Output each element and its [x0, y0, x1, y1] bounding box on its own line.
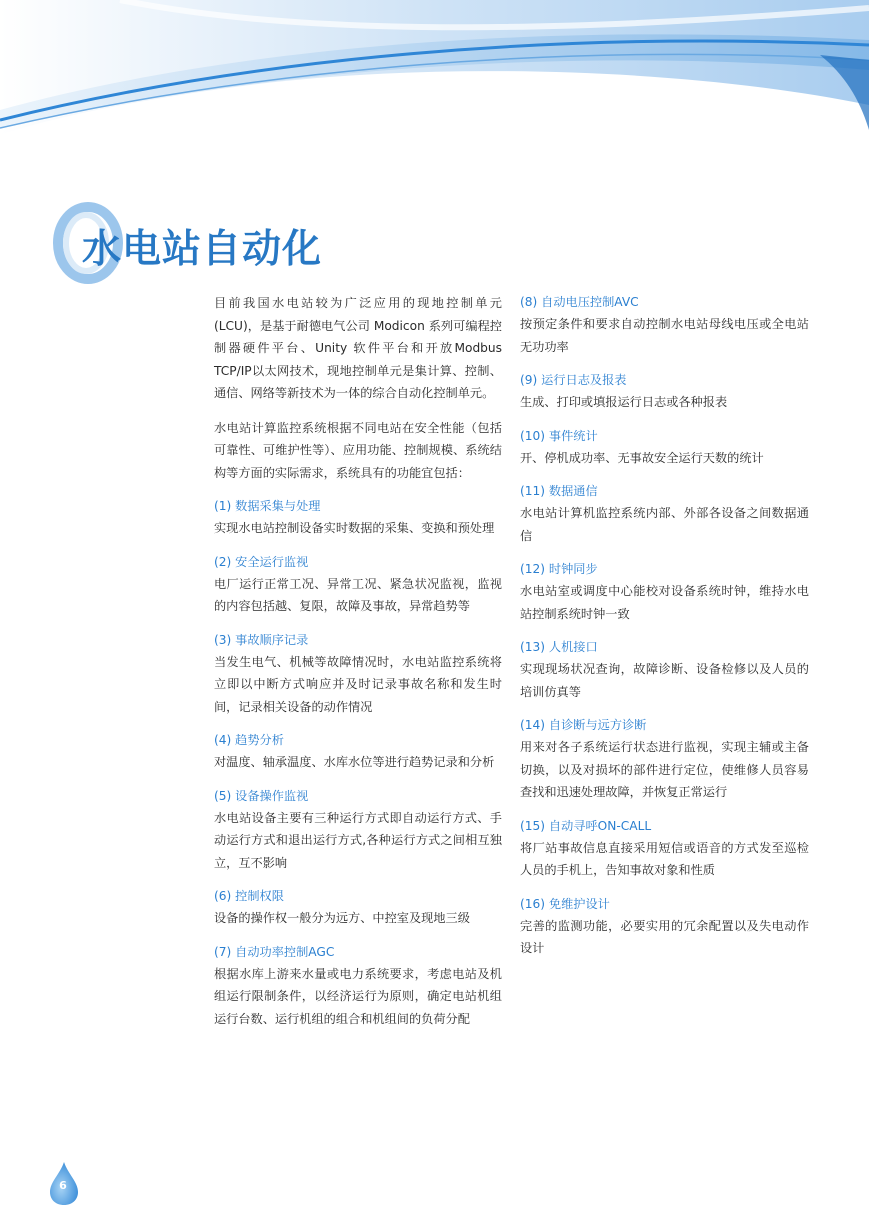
item-heading: (11) 数据通信: [520, 484, 598, 498]
list-item: [214, 942, 502, 1031]
list-item: [520, 370, 809, 414]
page-number: 6: [59, 1179, 67, 1192]
item-body: 实现现场状况查询，故障诊断、设备检修以及人员的培训仿真等: [520, 662, 809, 699]
title-block: [48, 198, 378, 288]
list-item: [520, 559, 809, 625]
item-body: 实现水电站控制设备实时数据的采集、变换和预处理: [214, 521, 495, 535]
list-item: [214, 786, 502, 875]
list-item: [520, 715, 809, 804]
item-body: 用来对各子系统运行状态进行监视，实现主辅或主备切换，以及对损坏的部件进行定位，使维修人员容易查找和迅速处理故障，并恢复正常运行: [520, 740, 809, 799]
list-item: [214, 496, 502, 540]
item-body: 将厂站事故信息直接采用短信或语音的方式发至巡检人员的手机上，告知事故对象和性质: [520, 840, 809, 877]
item-heading: (6) 控制权限: [214, 889, 284, 903]
item-body: 开、停机成功率、无事故安全运行天数的统计: [520, 450, 764, 465]
list-item: [520, 894, 809, 960]
item-heading: (12) 时钟同步: [520, 562, 598, 576]
item-body: 当发生电气、机械等故障情况时，水电站监控系统将立即以中断方式响应并及时记录事故名称和发生时间，记录相关设备的动作情况: [214, 654, 502, 714]
item-body: 设备的操作权一般分为远方、中控室及现地三级: [214, 911, 470, 925]
item-heading: (1) 数据采集与处理: [214, 499, 321, 513]
left-column: [214, 292, 502, 1042]
item-heading: (16) 免维护设计: [520, 896, 610, 911]
item-heading: (14) 自诊断与远方诊断: [520, 718, 647, 732]
list-item: [520, 292, 809, 358]
item-heading: (15) 自动寻呼ON-CALL: [520, 818, 652, 833]
list-item: [520, 426, 809, 470]
right-column: [520, 292, 809, 972]
item-body: 水电站计算机监控系统内部、外部各设备之间数据通信: [520, 506, 809, 543]
item-heading: (5) 设备操作监视: [214, 788, 309, 803]
item-body: 水电站设备主要有三种运行方式即自动运行方式、手动运行方式和退出运行方式,各种运行方式之间相互独立，互不影响: [214, 810, 502, 870]
list-item: [520, 637, 809, 703]
item-heading: (9) 运行日志及报表: [520, 373, 627, 387]
item-heading: (13) 人机接口: [520, 640, 598, 654]
item-body: 完善的监测功能，必要实用的冗余配置以及失电动作设计: [520, 918, 809, 955]
list-item: [520, 816, 809, 882]
item-heading: (4) 趋势分析: [214, 733, 284, 747]
item-heading: (7) 自动功率控制AGC: [214, 944, 335, 959]
item-heading: (8) 自动电压控制AVC: [520, 295, 639, 309]
item-body: 电厂运行正常工况、异常工况、紧急状况监视，监视的内容包括越、复限，故障及事故，异常趋势等: [214, 576, 502, 613]
item-heading: (3) 事故顺序记录: [214, 632, 309, 647]
item-body: 对温度、轴承温度、水库水位等进行趋势记录和分析: [214, 755, 495, 769]
item-body: 水电站室或调度中心能校对设备系统时钟，维持水电站控制系统时钟一致: [520, 584, 809, 621]
page-title: 水电站自动化: [82, 227, 323, 272]
item-body: 按预定条件和要求自动控制水电站母线电压或全电站无功功率: [520, 317, 809, 354]
item-body: 根据水库上游来水量或电力系统要求，考虑电站及机组运行限制条件，以经济运行为原则，确定电站机组运行台数、运行机组的组合和机组间的负荷分配: [214, 966, 502, 1026]
item-heading: (10) 事件统计: [520, 428, 598, 443]
intro-paragraph-2: 水电站计算监控系统根据不同电站在安全性能（包括可靠性、可维护性等）、应用功能、控制规模、系统结构等方面的实际需求，系统具有的功能宜包括：: [214, 420, 502, 480]
list-item: [214, 630, 502, 719]
list-item: [214, 730, 502, 774]
list-item: [214, 552, 502, 618]
list-item: [520, 481, 809, 547]
header-wave-graphic: [0, 0, 869, 200]
item-heading: (2) 安全运行监视: [214, 554, 309, 569]
intro-paragraph-1: 目前我国水电站较为广泛应用的现地控制单元(LCU)，是基于耐德电气公司 Modicon 系列可编程控制器硬件平台、Unity 软件平台和开放Modbus TCP/IP以太网技术，现地控制单元是集计算、控制、通信、网络等新技术为一体的综合自动化控制单元。: [214, 296, 502, 400]
list-item: [214, 886, 502, 930]
item-body: 生成、打印或填报运行日志或各种报表: [520, 395, 728, 409]
